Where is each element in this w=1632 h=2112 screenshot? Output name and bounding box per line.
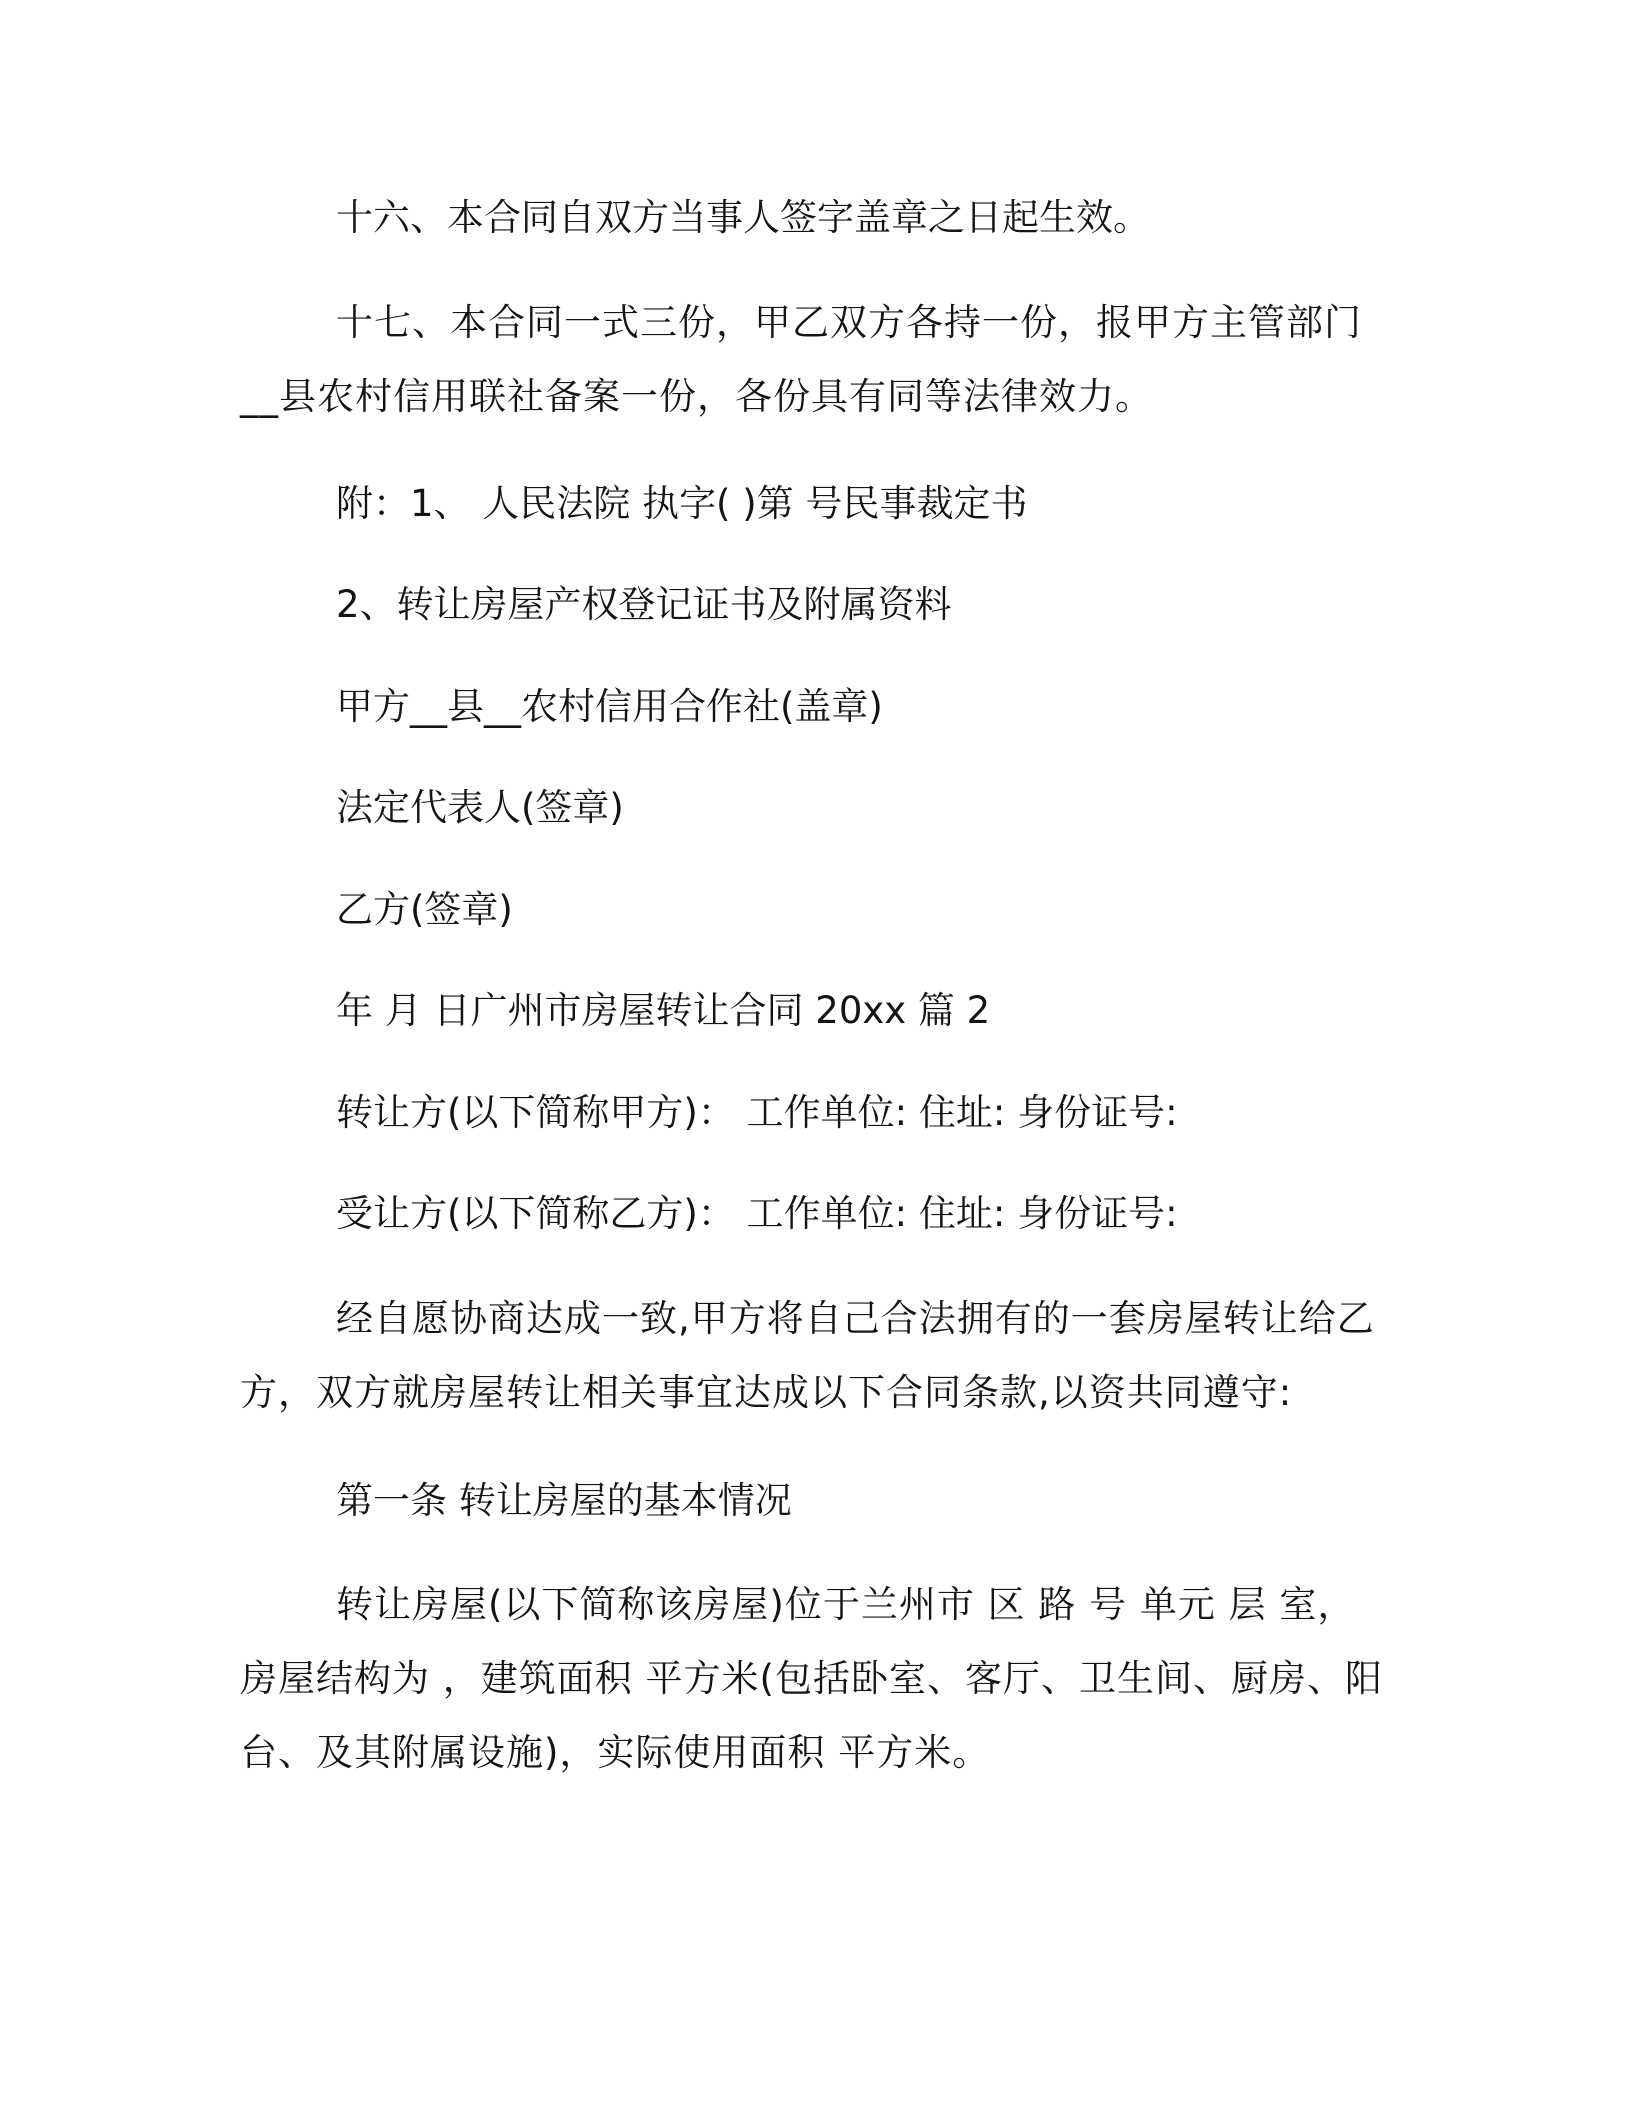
party-a-signature: 甲方__县__农村信用合作社(盖章): [336, 685, 883, 728]
article-1-body: 转让房屋(以下简称该房屋)位于兰州市 区 路 号 单元 层 室，房屋结构为 ，建筑面积 平方米(包括卧室、客厅、卫生间、厨房、阳台、及其附属设施)，实际使用面积 平方米。: [240, 1583, 1383, 1774]
clause-16: 十六、本合同自双方当事人签字盖章之日起生效。: [336, 196, 1150, 239]
article-1-heading: 第一条 转让房屋的基本情况: [336, 1479, 792, 1522]
transferor-info: 转让方(以下简称甲方)： 工作单位: 住址: 身份证号:: [336, 1091, 1178, 1134]
transferee-info: 受让方(以下简称乙方)： 工作单位: 住址: 身份证号:: [336, 1192, 1178, 1235]
date-and-section-title: 年 月 日广州市房屋转让合同 20xx 篇 2: [336, 989, 991, 1032]
legal-representative-signature: 法定代表人(签章): [336, 786, 624, 829]
clause-17: 十七、本合同一式三份，甲乙双方各持一份，报甲方主管部门__县农村信用联社备案一份，各份具有同等法律效力。: [240, 301, 1362, 418]
agreement-preamble: 经自愿协商达成一致,甲方将自己合法拥有的一套房屋转让给乙方，双方就房屋转让相关事宜达成以下合同条款,以资共同遵守:: [240, 1297, 1375, 1414]
attachment-2: 2、转让房屋产权登记证书及附属资料: [336, 583, 952, 626]
party-b-signature: 乙方(签章): [336, 888, 513, 931]
attachment-1: 附：1、 人民法院 执字( )第 号民事裁定书: [336, 482, 1028, 525]
